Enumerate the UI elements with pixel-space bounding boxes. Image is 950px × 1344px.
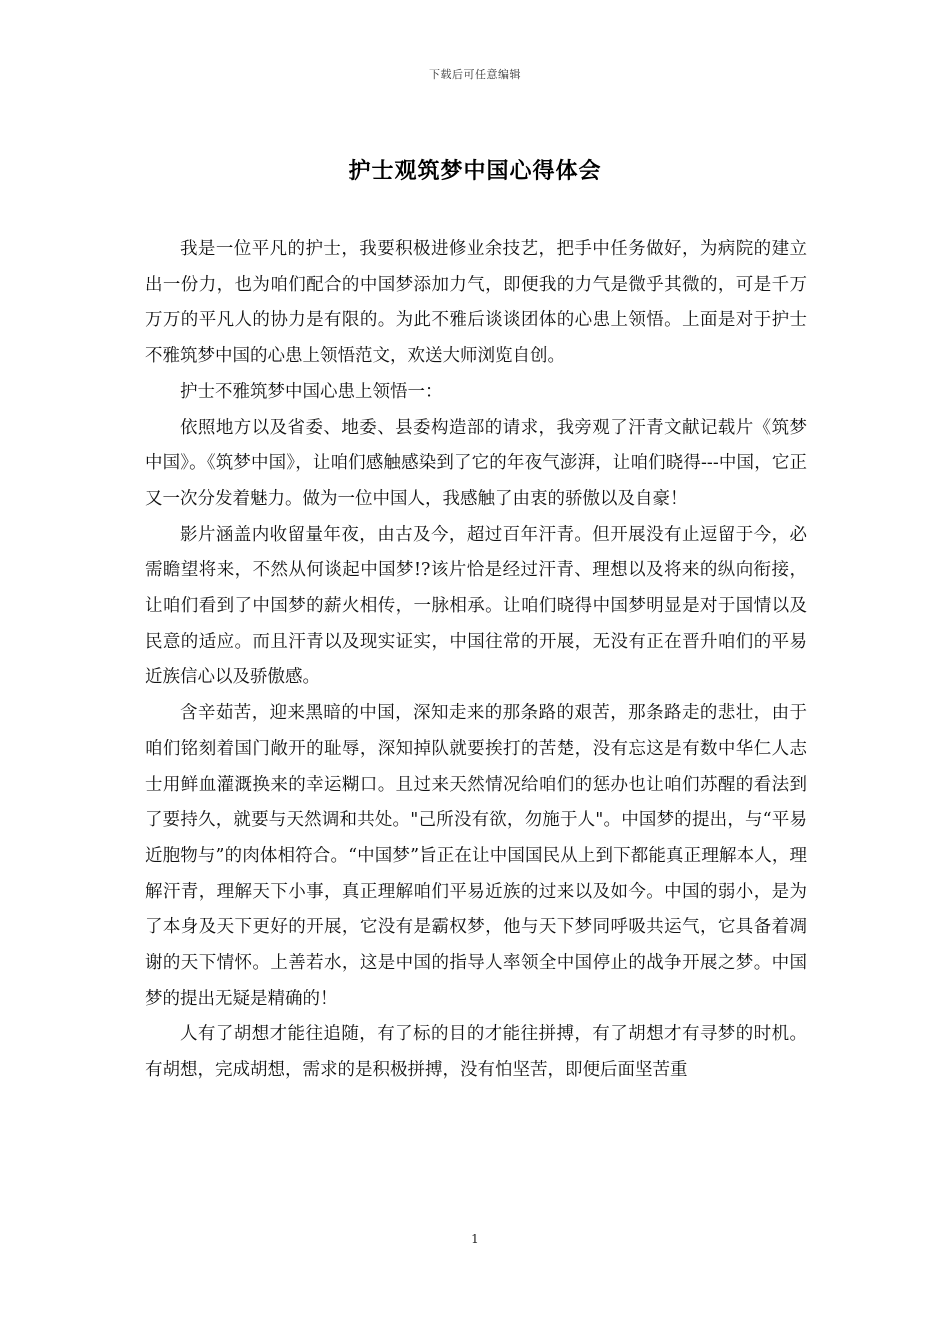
paragraph-dream: 人有了胡想才能往追随，有了标的目的才能往拼搏，有了胡想才有寻梦的时机。有胡想，完成胡想，需求的是积极拼搏，没有怕坚苦，即便后面坚苦重 xyxy=(145,1024,807,1081)
paragraph-intro: 我是一位平凡的护士，我要积极进修业余技艺，把手中任务做好，为病院的建立出一份力，也为咱们配合的中国梦添加力气，即便我的力气是微乎其微的，可是千万万万的平凡人的协力是有限的。为此不雅后谈谈团体的心患上领悟。上面是对于护士不雅筑梦中国的心患上领悟范文，欢送大师浏览自创。 xyxy=(145,239,807,367)
header-note: 下载后可任意编辑 xyxy=(429,68,521,81)
document-title: 护士观筑梦中国心得体会 xyxy=(348,158,602,184)
paragraph-section-heading: 护士不雅筑梦中国心患上领悟一： xyxy=(180,381,443,402)
page-number: 1 xyxy=(471,1232,479,1246)
paragraph-film-content: 影片涵盖内收留量年夜，由古及今，超过百年汗青。但开展没有止逗留于今，必需瞻望将来，不然从何谈起中国梦!?该片恰是经过汗青、理想以及将来的纵向衔接，让咱们看到了中国梦的薪火相传，一脉相承。让咱们晓得中国梦明显是对于国情以及民意的适应。而且汗青以及现实证实，中国往常的开展，无没有正在晋升咱们的平易近族信心以及骄傲感。 xyxy=(145,524,807,688)
document-body xyxy=(145,232,807,1089)
paragraph-documentary: 依照地方以及省委、地委、县委构造部的请求，我旁观了汗青文献记载片《筑梦中国》。《筑梦中国》，让咱们感触感染到了它的年夜气澎湃，让咱们晓得---中国，它正又一次分发着魅力。做为一位中国人，我感触了由衷的骄傲以及自豪！ xyxy=(145,417,807,509)
paragraph-history: 含辛茹苦，迎来黑暗的中国，深知走来的那条路的艰苦，那条路走的悲壮，由于咱们铭刻着国门敞开的耻辱，深知掉队就要挨打的苦楚，没有忘这是有数中华仁人志士用鲜血灌溉换来的幸运糊口。且过来天然情况给咱们的惩办也让咱们苏醒的看法到了要持久，就要与天然调和共处。"己所没有欲，勿施于人"。中国梦的提出，与“平易近胞物与”的肉体相符合。“中国梦”旨正在让中国国民从上到下都能真正理解本人，理解汗青，理解天下小事，真正理解咱们平易近族的过来以及如今。中国的弱小，是为了本身及天下更好的开展，它没有是霸权梦，他与天下梦同呼吸共运气，它具备着凋谢的天下情怀。上善若水，这是中国的指导人率领全中国停止的战争开展之梦。中国梦的提出无疑是精确的！ xyxy=(145,703,807,1009)
